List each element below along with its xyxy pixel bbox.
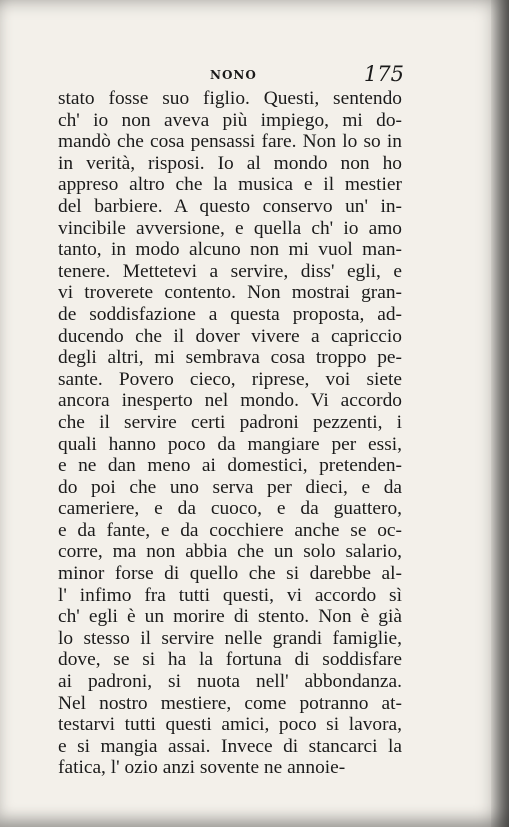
text-line: l' infimo fra tutti questi, vi accordo sì: [58, 584, 402, 606]
text-line: dove, se si ha la fortuna di soddisfare: [58, 649, 402, 671]
text-line: e ne dan meno ai domestici, pretenden-: [58, 455, 402, 477]
text-line: vincibile avversione, e quella ch' io amo: [58, 217, 402, 239]
text-line: de soddisfazione a questa proposta, ad-: [58, 303, 402, 325]
text-line: Nel nostro mestiere, come potranno at-: [58, 692, 402, 714]
text-line: in verità, risposi. Io al mondo non ho: [58, 152, 402, 174]
text-line: ch' egli è un morire di stento. Non è già: [58, 606, 402, 628]
text-line: che il servire certi padroni pezzenti, i: [58, 411, 402, 433]
text-line: e si mangia assai. Invece di stancarci la: [58, 735, 402, 757]
text-line: testarvi tutti questi amici, poco si lavora,: [58, 714, 402, 736]
text-line: lo stesso il servire nelle grandi famiglie,: [58, 627, 402, 649]
text-line: del barbiere. A questo conservo un' in-: [58, 195, 402, 217]
text-line: ch' io non aveva più impiego, mi do-: [58, 109, 402, 131]
text-line: minor forse di quello che si darebbe al-: [58, 563, 402, 585]
text-line: tanto, in modo alcuno non mi vuol man-: [58, 239, 402, 261]
text-line: fatica, l' ozio anzi sovente ne annoie-: [58, 757, 346, 779]
page-number: 175: [363, 62, 404, 86]
body-text: [58, 88, 402, 779]
text-line: stato fosse suo figlio. Questi, sentendo: [58, 88, 402, 109]
text-line: cameriere, e da cuoco, e da guattero,: [58, 498, 402, 520]
running-head: [58, 62, 404, 86]
text-line: tenere. Mettetevi a servire, diss' egli, e: [58, 260, 402, 282]
text-line: corre, ma non abbia che un solo salario,: [58, 541, 402, 563]
text-line: vi troverete contento. Non mostrai gran-: [58, 282, 402, 304]
text-line: appreso altro che la musica e il mestier: [58, 174, 402, 196]
text-line: mandò che cosa pensassi fare. Non lo so in: [58, 131, 402, 153]
text-line: ai padroni, si nuota nell' abbondanza.: [58, 671, 402, 693]
text-line: e da fante, e da cocchiere anche se oc-: [58, 519, 402, 541]
text-line: degli altri, mi sembrava cosa troppo pe-: [58, 347, 402, 369]
text-line: do poi che uno serva per dieci, e da: [58, 476, 402, 498]
page-edge-shadow: [491, 0, 509, 827]
text-line: sante. Povero cieco, riprese, voi siete: [58, 368, 402, 390]
running-head-title: NONO: [210, 68, 257, 82]
text-line: ducendo che il dover vivere a capriccio: [58, 325, 402, 347]
text-line: ancora inesperto nel mondo. Vi accordo: [58, 390, 402, 412]
text-line: quali hanno poco da mangiare per essi,: [58, 433, 402, 455]
